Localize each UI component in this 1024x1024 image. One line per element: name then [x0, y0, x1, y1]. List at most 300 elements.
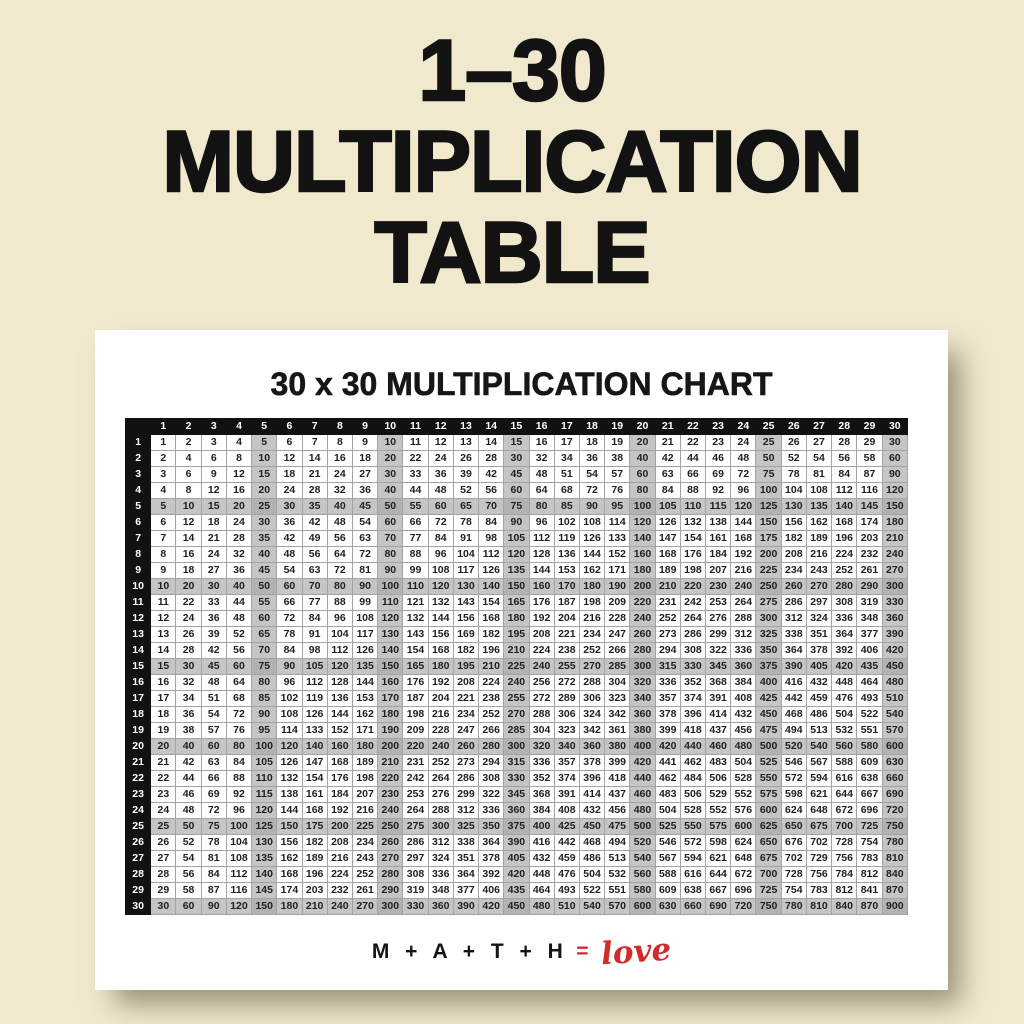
- table-row: [126, 451, 908, 467]
- table-row: [126, 851, 908, 867]
- product-cell: 532: [832, 723, 857, 739]
- product-cell: 22: [680, 435, 705, 451]
- product-cell: 600: [630, 899, 655, 915]
- product-cell: 468: [579, 835, 604, 851]
- table-row: [126, 835, 908, 851]
- product-cell: 336: [731, 643, 756, 659]
- product-cell: 361: [605, 723, 630, 739]
- product-cell: 75: [756, 467, 781, 483]
- product-cell: 126: [579, 531, 604, 547]
- product-cell: 125: [756, 499, 781, 515]
- product-cell: 80: [226, 739, 251, 755]
- product-cell: 255: [554, 659, 579, 675]
- product-cell: 200: [327, 819, 352, 835]
- col-header: 5: [252, 419, 277, 435]
- product-cell: 378: [806, 643, 831, 659]
- product-cell: 441: [655, 755, 680, 771]
- product-cell: 182: [781, 531, 806, 547]
- product-cell: 384: [731, 675, 756, 691]
- product-cell: 168: [655, 547, 680, 563]
- product-cell: 486: [806, 707, 831, 723]
- col-header: 19: [605, 419, 630, 435]
- product-cell: 374: [680, 691, 705, 707]
- col-header: 10: [378, 419, 403, 435]
- row-header: 28: [126, 867, 151, 883]
- product-cell: 126: [479, 563, 504, 579]
- product-cell: 468: [781, 707, 806, 723]
- product-cell: 483: [706, 755, 731, 771]
- product-cell: 143: [403, 627, 428, 643]
- product-cell: 40: [327, 499, 352, 515]
- product-cell: 210: [302, 899, 327, 915]
- table-row: [126, 675, 908, 691]
- product-cell: 390: [504, 835, 529, 851]
- product-cell: 572: [781, 771, 806, 787]
- product-cell: 66: [403, 515, 428, 531]
- product-cell: 65: [252, 627, 277, 643]
- product-cell: 224: [479, 675, 504, 691]
- product-cell: 377: [857, 627, 882, 643]
- product-cell: 48: [731, 451, 756, 467]
- product-cell: 308: [403, 867, 428, 883]
- product-cell: 24: [201, 547, 226, 563]
- product-cell: 60: [504, 483, 529, 499]
- product-cell: 88: [226, 771, 251, 787]
- product-cell: 50: [252, 579, 277, 595]
- product-cell: 675: [806, 819, 831, 835]
- product-cell: 319: [857, 595, 882, 611]
- product-cell: 396: [579, 771, 604, 787]
- product-cell: 60: [428, 499, 453, 515]
- product-cell: 220: [630, 595, 655, 611]
- product-cell: 416: [781, 675, 806, 691]
- product-cell: 459: [554, 851, 579, 867]
- product-cell: 18: [579, 435, 604, 451]
- product-cell: 17: [151, 691, 176, 707]
- product-cell: 380: [605, 739, 630, 755]
- product-cell: 56: [302, 547, 327, 563]
- product-cell: 510: [554, 899, 579, 915]
- product-cell: 8: [226, 451, 251, 467]
- table-row: [126, 691, 908, 707]
- product-cell: 600: [882, 739, 907, 755]
- product-cell: 156: [277, 835, 302, 851]
- product-cell: 161: [302, 787, 327, 803]
- product-cell: 437: [706, 723, 731, 739]
- product-cell: 364: [479, 835, 504, 851]
- product-cell: 6: [277, 435, 302, 451]
- product-cell: 88: [327, 595, 352, 611]
- product-cell: 200: [756, 547, 781, 563]
- product-cell: 378: [579, 755, 604, 771]
- product-cell: 540: [630, 851, 655, 867]
- product-cell: 247: [453, 723, 478, 739]
- product-cell: 104: [453, 547, 478, 563]
- product-cell: 630: [882, 755, 907, 771]
- product-cell: 240: [731, 579, 756, 595]
- product-cell: 378: [479, 851, 504, 867]
- product-cell: 75: [201, 819, 226, 835]
- col-header: 14: [479, 419, 504, 435]
- product-cell: 81: [806, 467, 831, 483]
- product-cell: 360: [579, 739, 604, 755]
- product-cell: 162: [806, 515, 831, 531]
- product-cell: 390: [882, 627, 907, 643]
- product-cell: 110: [252, 771, 277, 787]
- product-cell: 120: [378, 611, 403, 627]
- product-cell: 3: [151, 467, 176, 483]
- product-cell: 19: [151, 723, 176, 739]
- product-cell: 168: [479, 611, 504, 627]
- product-cell: 240: [428, 739, 453, 755]
- product-cell: 351: [453, 851, 478, 867]
- product-cell: 216: [579, 611, 604, 627]
- product-cell: 290: [857, 579, 882, 595]
- product-cell: 261: [352, 883, 377, 899]
- product-cell: 4: [151, 483, 176, 499]
- product-cell: 120: [277, 739, 302, 755]
- product-cell: 52: [176, 835, 201, 851]
- product-cell: 216: [327, 851, 352, 867]
- product-cell: 99: [403, 563, 428, 579]
- product-cell: 72: [327, 563, 352, 579]
- product-cell: 30: [176, 659, 201, 675]
- product-cell: 234: [352, 835, 377, 851]
- product-cell: 116: [857, 483, 882, 499]
- product-cell: 198: [403, 707, 428, 723]
- product-cell: 208: [327, 835, 352, 851]
- product-cell: 810: [806, 899, 831, 915]
- product-cell: 96: [731, 483, 756, 499]
- product-cell: 198: [352, 771, 377, 787]
- product-cell: 29: [857, 435, 882, 451]
- row-header: 13: [126, 627, 151, 643]
- product-cell: 252: [579, 643, 604, 659]
- product-cell: 280: [479, 739, 504, 755]
- product-cell: 184: [327, 787, 352, 803]
- col-header: 26: [781, 419, 806, 435]
- product-cell: 348: [428, 883, 453, 899]
- product-cell: 456: [731, 723, 756, 739]
- product-cell: 68: [554, 483, 579, 499]
- product-cell: 18: [277, 467, 302, 483]
- product-cell: 252: [428, 755, 453, 771]
- row-header: 16: [126, 675, 151, 691]
- product-cell: 168: [302, 803, 327, 819]
- product-cell: 10: [252, 451, 277, 467]
- col-header: 4: [226, 419, 251, 435]
- product-cell: 68: [226, 691, 251, 707]
- product-cell: 500: [630, 819, 655, 835]
- product-cell: 72: [226, 707, 251, 723]
- product-cell: 80: [529, 499, 554, 515]
- math-equals-love-logo: [95, 931, 948, 973]
- product-cell: 150: [756, 515, 781, 531]
- product-cell: 286: [403, 835, 428, 851]
- product-cell: 168: [832, 515, 857, 531]
- product-cell: 232: [327, 883, 352, 899]
- product-cell: 180: [504, 611, 529, 627]
- product-cell: 325: [756, 627, 781, 643]
- product-cell: 130: [781, 499, 806, 515]
- product-cell: 24: [277, 483, 302, 499]
- product-cell: 780: [882, 835, 907, 851]
- product-cell: 24: [428, 451, 453, 467]
- product-cell: 266: [479, 723, 504, 739]
- product-cell: 198: [680, 563, 705, 579]
- product-cell: 44: [403, 483, 428, 499]
- product-cell: 272: [529, 691, 554, 707]
- product-cell: 180: [630, 563, 655, 579]
- product-cell: 598: [706, 835, 731, 851]
- product-cell: 50: [176, 819, 201, 835]
- product-cell: 432: [529, 851, 554, 867]
- product-cell: 650: [756, 835, 781, 851]
- product-cell: 24: [327, 467, 352, 483]
- product-cell: 210: [655, 579, 680, 595]
- product-cell: 644: [706, 867, 731, 883]
- product-cell: 567: [655, 851, 680, 867]
- product-cell: 112: [327, 643, 352, 659]
- product-cell: 60: [882, 451, 907, 467]
- product-cell: 40: [378, 483, 403, 499]
- product-cell: 95: [605, 499, 630, 515]
- product-cell: 30: [277, 499, 302, 515]
- row-header: 20: [126, 739, 151, 755]
- product-cell: 650: [781, 819, 806, 835]
- product-cell: 16: [151, 675, 176, 691]
- product-cell: 450: [504, 899, 529, 915]
- product-cell: 464: [529, 883, 554, 899]
- product-cell: 120: [882, 483, 907, 499]
- product-cell: 145: [857, 499, 882, 515]
- product-cell: 77: [302, 595, 327, 611]
- product-cell: 145: [252, 883, 277, 899]
- product-cell: 315: [504, 755, 529, 771]
- product-cell: 168: [327, 755, 352, 771]
- product-cell: 462: [680, 755, 705, 771]
- product-cell: 174: [277, 883, 302, 899]
- product-cell: 900: [882, 899, 907, 915]
- product-cell: 48: [428, 483, 453, 499]
- product-cell: 594: [680, 851, 705, 867]
- product-cell: 7: [151, 531, 176, 547]
- product-cell: 69: [706, 467, 731, 483]
- product-cell: 42: [655, 451, 680, 467]
- product-cell: 1: [151, 435, 176, 451]
- row-header: 23: [126, 787, 151, 803]
- row-header: 21: [126, 755, 151, 771]
- product-cell: 160: [630, 547, 655, 563]
- product-cell: 126: [352, 643, 377, 659]
- product-cell: 20: [630, 435, 655, 451]
- product-cell: 2: [151, 451, 176, 467]
- product-cell: 140: [302, 739, 327, 755]
- product-cell: 9: [352, 435, 377, 451]
- product-cell: 414: [579, 787, 604, 803]
- product-cell: 380: [630, 723, 655, 739]
- product-cell: 26: [176, 627, 201, 643]
- product-cell: 78: [277, 627, 302, 643]
- table-row: [126, 595, 908, 611]
- product-cell: 261: [857, 563, 882, 579]
- product-cell: 108: [806, 483, 831, 499]
- product-cell: 48: [176, 803, 201, 819]
- product-cell: 57: [605, 467, 630, 483]
- product-cell: 108: [277, 707, 302, 723]
- product-cell: 504: [579, 867, 604, 883]
- product-cell: 21: [201, 531, 226, 547]
- product-cell: 299: [453, 787, 478, 803]
- product-cell: 98: [302, 643, 327, 659]
- product-cell: 12: [277, 451, 302, 467]
- product-cell: 36: [226, 563, 251, 579]
- product-cell: 12: [226, 467, 251, 483]
- product-cell: 170: [554, 579, 579, 595]
- product-cell: 96: [277, 675, 302, 691]
- product-cell: 240: [630, 611, 655, 627]
- product-cell: 169: [453, 627, 478, 643]
- product-cell: 63: [201, 755, 226, 771]
- product-cell: 231: [655, 595, 680, 611]
- product-cell: 45: [352, 499, 377, 515]
- product-cell: 464: [857, 675, 882, 691]
- table-row: [126, 499, 908, 515]
- product-cell: 46: [706, 451, 731, 467]
- product-cell: 432: [731, 707, 756, 723]
- product-cell: 450: [882, 659, 907, 675]
- product-cell: 352: [680, 675, 705, 691]
- product-cell: 176: [529, 595, 554, 611]
- product-cell: 162: [352, 707, 377, 723]
- product-cell: 84: [479, 515, 504, 531]
- product-cell: 572: [680, 835, 705, 851]
- row-header: 27: [126, 851, 151, 867]
- product-cell: 448: [832, 675, 857, 691]
- product-cell: 513: [605, 851, 630, 867]
- product-cell: 144: [277, 803, 302, 819]
- product-cell: 104: [781, 483, 806, 499]
- product-cell: 399: [605, 755, 630, 771]
- product-cell: 312: [428, 835, 453, 851]
- product-cell: 243: [806, 563, 831, 579]
- product-cell: 60: [176, 899, 201, 915]
- product-cell: 207: [352, 787, 377, 803]
- product-cell: 42: [201, 643, 226, 659]
- product-cell: 48: [277, 547, 302, 563]
- product-cell: 180: [882, 515, 907, 531]
- product-cell: 27: [806, 435, 831, 451]
- product-cell: 270: [882, 563, 907, 579]
- product-cell: 500: [756, 739, 781, 755]
- product-cell: 56: [226, 643, 251, 659]
- product-cell: 144: [529, 563, 554, 579]
- product-cell: 209: [605, 595, 630, 611]
- product-cell: 140: [378, 643, 403, 659]
- product-cell: 336: [529, 755, 554, 771]
- product-cell: 10: [378, 435, 403, 451]
- product-cell: 252: [479, 707, 504, 723]
- product-cell: 638: [857, 771, 882, 787]
- col-header: 8: [327, 419, 352, 435]
- product-cell: 70: [302, 579, 327, 595]
- product-cell: 408: [554, 803, 579, 819]
- product-cell: 532: [605, 867, 630, 883]
- product-cell: 450: [579, 819, 604, 835]
- product-cell: 250: [378, 819, 403, 835]
- product-cell: 26: [453, 451, 478, 467]
- product-cell: 72: [579, 483, 604, 499]
- product-cell: 36: [201, 611, 226, 627]
- product-cell: 725: [756, 883, 781, 899]
- product-cell: 275: [756, 595, 781, 611]
- product-cell: 120: [226, 899, 251, 915]
- product-cell: 392: [832, 643, 857, 659]
- product-cell: 476: [832, 691, 857, 707]
- product-cell: 300: [882, 579, 907, 595]
- product-cell: 243: [352, 851, 377, 867]
- product-cell: 220: [378, 771, 403, 787]
- row-header: 2: [126, 451, 151, 467]
- row-header: 12: [126, 611, 151, 627]
- product-cell: 270: [352, 899, 377, 915]
- product-cell: 81: [352, 563, 377, 579]
- product-cell: 460: [630, 787, 655, 803]
- product-cell: 203: [857, 531, 882, 547]
- product-cell: 280: [630, 643, 655, 659]
- product-cell: 552: [706, 803, 731, 819]
- product-cell: 136: [554, 547, 579, 563]
- product-cell: 260: [378, 835, 403, 851]
- product-cell: 420: [832, 659, 857, 675]
- product-cell: 115: [706, 499, 731, 515]
- product-cell: 35: [252, 531, 277, 547]
- multiplication-table: [125, 418, 908, 915]
- product-cell: 2: [176, 435, 201, 451]
- product-cell: 494: [605, 835, 630, 851]
- product-cell: 350: [479, 819, 504, 835]
- product-cell: 63: [655, 467, 680, 483]
- product-cell: 14: [151, 643, 176, 659]
- product-cell: 350: [756, 643, 781, 659]
- product-cell: 209: [403, 723, 428, 739]
- product-cell: 120: [327, 659, 352, 675]
- product-cell: 128: [327, 675, 352, 691]
- product-cell: 63: [302, 563, 327, 579]
- product-cell: 147: [302, 755, 327, 771]
- product-cell: 480: [882, 675, 907, 691]
- product-cell: 690: [706, 899, 731, 915]
- product-cell: 85: [554, 499, 579, 515]
- product-cell: 108: [579, 515, 604, 531]
- product-cell: 352: [529, 771, 554, 787]
- product-cell: 594: [806, 771, 831, 787]
- product-cell: 340: [630, 691, 655, 707]
- product-cell: 540: [806, 739, 831, 755]
- poster-title-line3: TABLE: [374, 205, 650, 302]
- product-cell: 174: [857, 515, 882, 531]
- product-cell: 105: [302, 659, 327, 675]
- product-cell: 238: [479, 691, 504, 707]
- product-cell: 87: [857, 467, 882, 483]
- product-cell: 783: [806, 883, 831, 899]
- product-cell: 57: [201, 723, 226, 739]
- product-cell: 130: [252, 835, 277, 851]
- product-cell: 494: [781, 723, 806, 739]
- product-cell: 54: [201, 707, 226, 723]
- product-cell: 242: [403, 771, 428, 787]
- product-cell: 92: [706, 483, 731, 499]
